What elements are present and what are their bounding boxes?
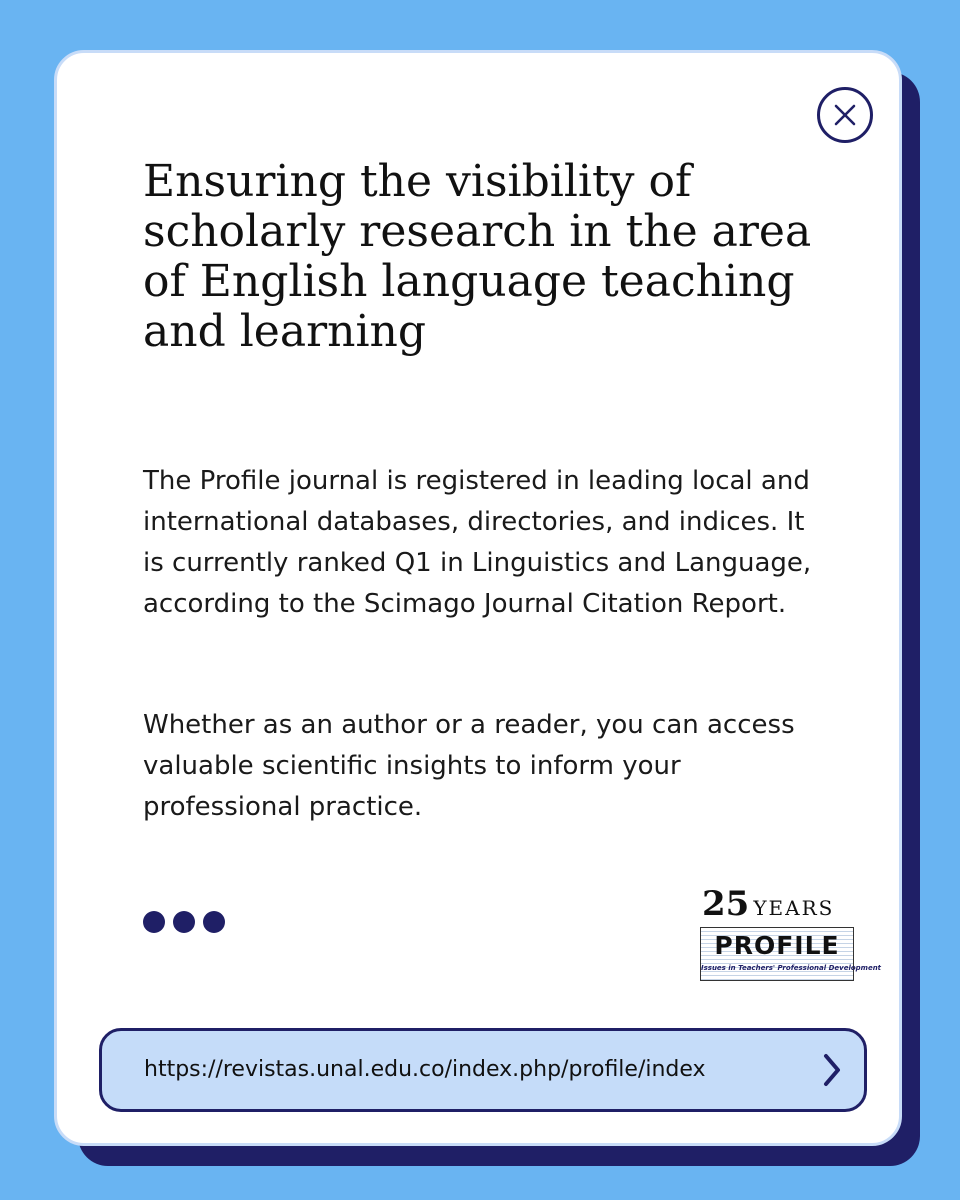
dot — [173, 911, 195, 933]
logo-tagline: Issues in Teachers' Professional Development — [701, 964, 882, 972]
close-icon — [833, 103, 857, 127]
logo-name: PROFILE — [714, 931, 840, 960]
dot — [143, 911, 165, 933]
logo-box — [700, 927, 882, 981]
url-link-button[interactable] — [99, 1028, 867, 1112]
logo-years-number: 25 — [702, 884, 750, 924]
description-paragraph: The Profile journal is registered in leading local and international databases, directories, and indices. It is currently ranked Q1 in Linguistics and Language, according to the Scimago Journal Citation Report. — [143, 466, 812, 619]
info-card — [54, 50, 902, 1146]
chevron-right-icon[interactable] — [822, 1052, 842, 1088]
url-text[interactable]: https://revistas.unal.edu.co/index.php/profile/index — [144, 1057, 706, 1082]
headline: Ensuring the visibility of scholarly research in the area of English language teaching and learning — [143, 156, 812, 357]
logo-years — [702, 885, 852, 923]
logo-years-word: YEARS — [753, 896, 835, 920]
more-dots-icon — [143, 911, 225, 933]
dot — [203, 911, 225, 933]
profile-25-years-logo — [700, 884, 882, 983]
close-button[interactable] — [817, 87, 873, 143]
invitation-paragraph: Whether as an author or a reader, you can access valuable scientific insights to inform your professional practice. — [143, 710, 795, 822]
